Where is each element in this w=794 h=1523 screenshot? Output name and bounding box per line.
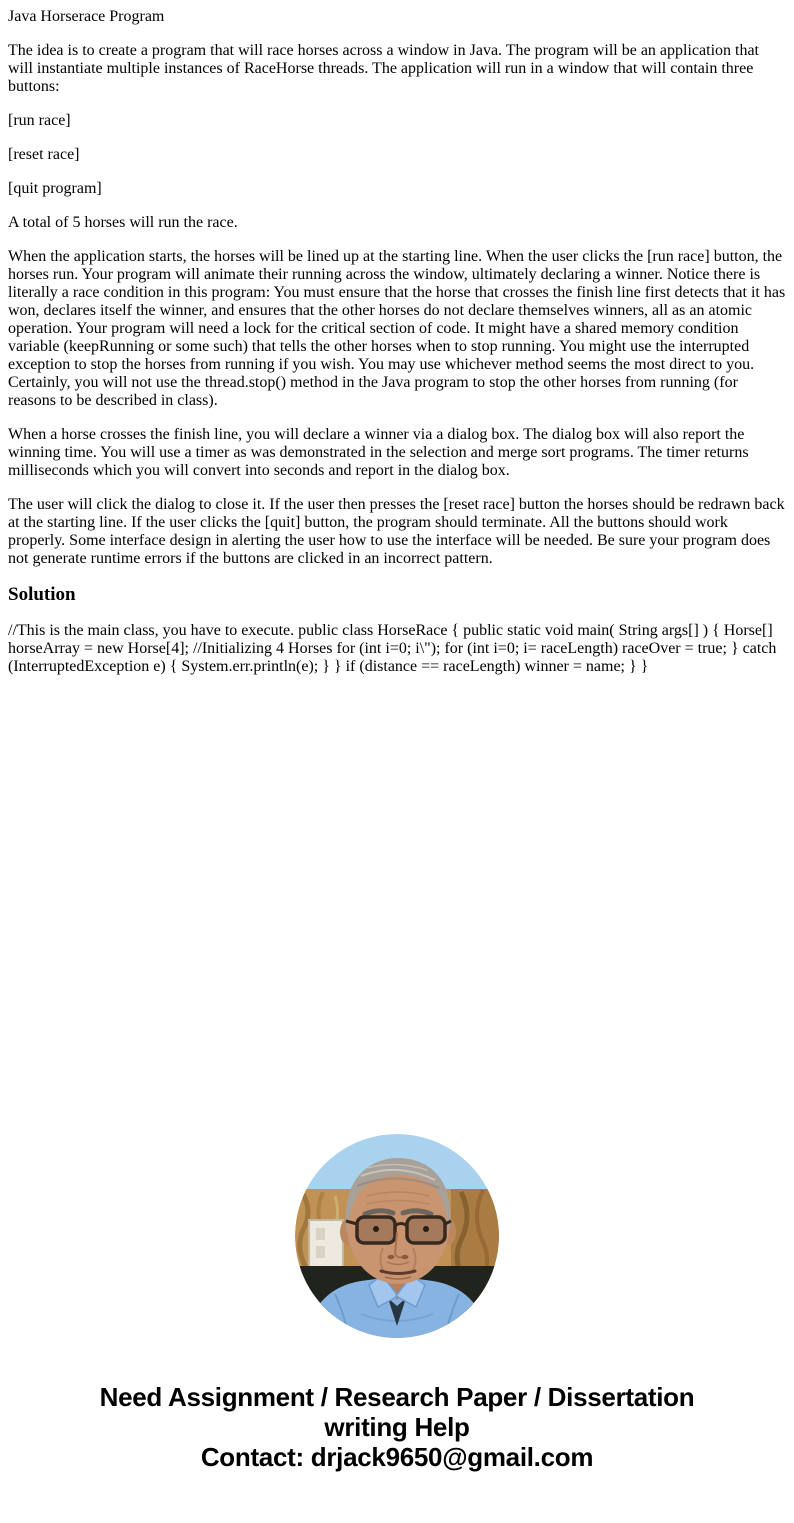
button-label-quit-program: [quit program]: [8, 180, 102, 197]
paragraph-total-horses: A total of 5 horses will run the race.: [8, 214, 238, 231]
footer-banner: [8, 1382, 786, 1498]
paragraph-dialog: When a horse crosses the finish line, you will declare a winner via a dialog box. The dialog box will also report the winning time. You will use a timer as was demonstrated in the selection and merge sort programs. The timer returns milliseconds which you will convert into seconds and report in the dialog box.: [8, 426, 749, 479]
paragraph-behavior: When the application starts, the horses will be lined up at the starting line. When the user clicks the [run race] button, the horses run. Your program will animate their running across the window, ultimately declaring a winner. Notice there is literally a race condition in this program: You must ensure that the horse that crosses the finish line first detects that it has won, declares itself the winner, and ensures that the other horses do not declare themselves winners, all as an atomic operation. Your program will need a lock for the critical section of code. It might have a shared memory condition variable (keepRunning or some such) that tells the other horses when to stop running. You might use the interrupted exception to stop the horses from running if you wish. You may use whichever method seems the most direct to you. Certainly, you will not use the thread.stop() method in the Java program to stop the other horses from running (for reasons to be described in class).: [8, 248, 786, 409]
profile-photo-illustration: [295, 1134, 499, 1338]
paragraph-usage: The user will click the dialog to close it. If the user then presses the [reset race] button the horses should be redrawn back at the starting line. If the user clicks the [quit] button, the program should terminate. All the buttons should work properly. Some interface design in alerting the user how to use the interface will be needed. Be sure your program does not generate runtime errors if the buttons are clicked in an incorrect pattern.: [8, 496, 785, 567]
footer-contact-email: Contact: drjack9650@gmail.com: [200, 1442, 594, 1472]
profile-photo: [295, 1134, 499, 1338]
profile-photo-section: [8, 1134, 786, 1338]
footer-line-services: Need Assignment / Research Paper / Dissertation: [99, 1382, 695, 1412]
paragraph-intro: The idea is to create a program that will race horses across a window in Java. The program will be an application that will instantiate multiple instances of RaceHorse threads. The application will run in a window that will contain three buttons:: [8, 42, 759, 95]
button-label-reset-race: [reset race]: [8, 146, 80, 163]
solution-heading: Solution: [8, 584, 76, 605]
footer-line-help: writing Help: [324, 1412, 470, 1442]
page-title: Java Horserace Program: [8, 8, 165, 25]
paragraph-solution-code: //This is the main class, you have to execute. public class HorseRace { public static void main( String args[] ) { Horse[] horseArray = new Horse[4]; //Initializing 4 Horses for (int i=0; i\"); for (int i=0; i= raceLength) raceOver = true; } catch (InterruptedException e) { System.err.println(e); } } if (distance == raceLength) winner = name; } }: [8, 622, 777, 675]
button-label-run-race: [run race]: [8, 112, 71, 129]
article: [8, 8, 786, 676]
